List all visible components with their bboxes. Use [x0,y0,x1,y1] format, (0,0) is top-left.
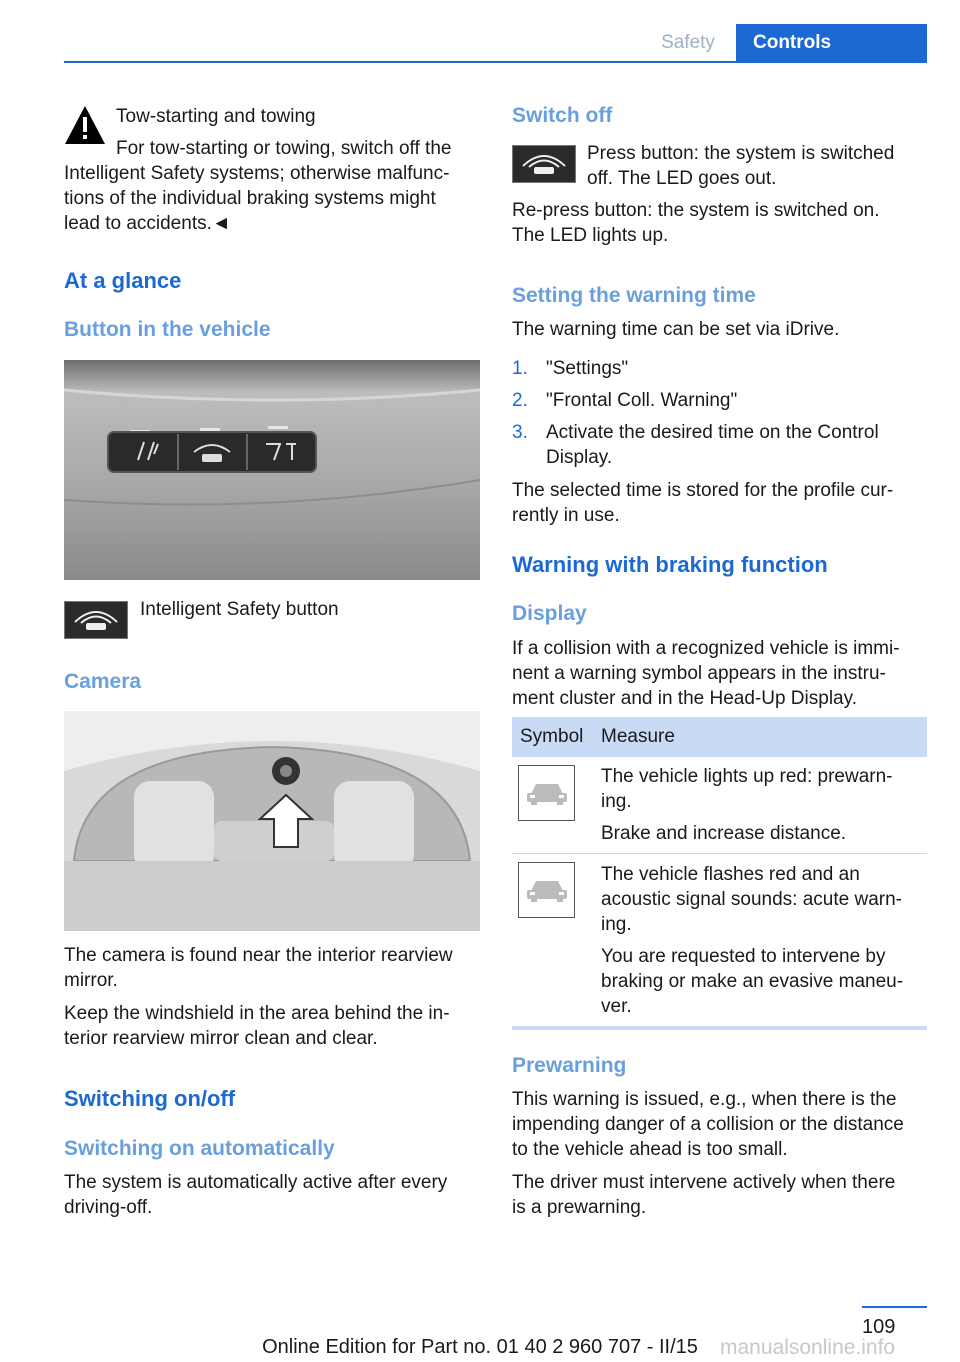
list-item: Activate the desired time on the Control [546,422,879,443]
footer-edition: Online Edition for Part no. 01 40 2 960 707 - II/15 [262,1336,698,1358]
prewarning-text-line: The driver must intervene actively when there [512,1172,896,1193]
header-rule [64,61,927,63]
heading-display: Display [512,602,587,625]
header-tab-controls: Controls [736,24,927,61]
table-cell-text: You are requested to intervene by [601,946,886,967]
list-number: 3. [512,422,528,443]
switch-off-text-line: Press button: the system is switched [587,143,895,164]
table-cell-text: acoustic signal sounds: acute warn- [601,889,902,910]
camera-text-line: The camera is found near the interior rearview [64,945,453,966]
col-header-symbol: Symbol [520,726,584,747]
intelligent-safety-button-icon [64,601,128,639]
heading-setting-warning-time: Setting the warning time [512,284,756,307]
heading-prewarning: Prewarning [512,1054,627,1077]
warning-text-line: For tow-starting or towing, switch off the [116,138,452,159]
list-number: 2. [512,390,528,411]
vehicle-warning-symbol-icon [518,862,575,918]
page-number-rule [862,1306,927,1308]
prewarning-text-line: impending danger of a collision or the distance [512,1114,904,1135]
heading-button-in-vehicle: Button in the vehicle [64,318,271,341]
table-cell-text: braking or make an evasive maneu- [601,971,904,992]
prewarning-text-line: to the vehicle ahead is too small. [512,1139,788,1160]
list-item-continued: Display. [546,447,613,468]
repress-text-line: Re-press button: the system is switched on. [512,200,880,221]
warning-text-line: Intelligent Safety systems; otherwise malfunc- [64,163,450,184]
table-cell-text: The vehicle lights up red: prewarn- [601,766,893,787]
table-row-divider [512,853,927,854]
stored-text-line: The selected time is stored for the profile cur- [512,480,894,501]
list-item: "Frontal Coll. Warning" [546,390,738,411]
display-text-line: nent a warning symbol appears in the instru- [512,663,886,684]
auto-text-line: The system is automatically active after every [64,1172,448,1193]
table-header [512,717,927,757]
stored-text-line: rently in use. [512,505,620,526]
camera-text-line: mirror. [64,970,118,991]
watermark: manualsonline.info [720,1336,896,1359]
display-text-line: If a collision with a recognized vehicle is immi- [512,638,900,659]
warning-triangle-icon [64,104,106,146]
intelligent-safety-button-icon [512,145,576,183]
prewarning-text-line: This warning is issued, e.g., when there is the [512,1089,897,1110]
warning-time-text: The warning time can be set via iDrive. [512,319,840,340]
camera-text-line: Keep the windshield in the area behind the in- [64,1003,450,1024]
table-cell-text: The vehicle flashes red and an [601,864,860,885]
page-number: 109 [862,1316,896,1338]
prewarning-text-line: is a prewarning. [512,1197,647,1218]
table-cell-text: Brake and increase distance. [601,823,847,844]
heading-switching-on-off: Switching on/off [64,1086,236,1111]
auto-text-line: driving-off. [64,1197,153,1218]
table-cell-text: ing. [601,914,632,935]
header-tab-safety: Safety [661,31,715,53]
heading-switch-off: Switch off [512,104,613,127]
warning-text-line: lead to accidents.◄ [64,213,231,234]
list-number: 1. [512,358,528,379]
vehicle-warning-symbol-icon [518,765,575,821]
camera-photo [64,711,480,931]
warning-text-line: tions of the individual braking systems might [64,188,436,209]
camera-text-line: terior rearview mirror clean and clear. [64,1028,378,1049]
col-header-measure: Measure [601,726,675,747]
heading-camera: Camera [64,670,142,693]
heading-switching-on-automatically: Switching on automatically [64,1137,335,1160]
table-cell-text: ing. [601,791,632,812]
heading-at-a-glance: At a glance [64,268,182,293]
button-caption: Intelligent Safety button [140,599,339,620]
table-bottom-rule [512,1026,927,1030]
repress-text-line: The LED lights up. [512,225,669,246]
switch-off-text-line: off. The LED goes out. [587,168,777,189]
table-cell-text: ver. [601,996,632,1017]
list-item: "Settings" [546,358,629,379]
button-panel-photo [64,360,480,580]
warning-title: Tow-starting and towing [116,106,316,127]
heading-warning-braking: Warning with braking function [512,552,828,577]
display-text-line: ment cluster and in the Head-Up Display. [512,688,857,709]
